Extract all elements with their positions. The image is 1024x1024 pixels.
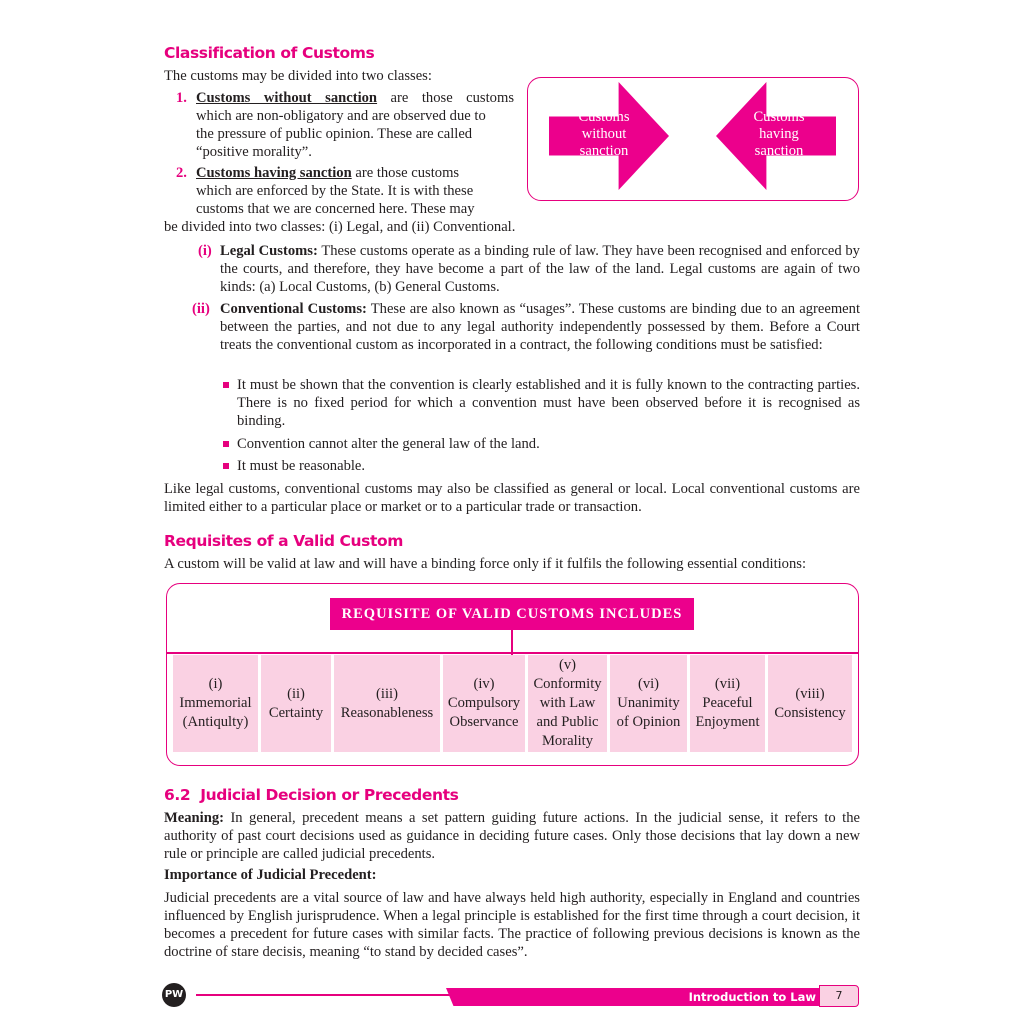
item1-line2: which are non-obligatory and are observed due to xyxy=(196,108,486,124)
importance-paragraph: Judicial precedents are a vital source of law and have always held high authority, especially in England and countries influenced by English jurisprudence. When a legal principle is established for the first time through a court decision, it becomes a precedent for future cases with similar facts. The practice of following previous decisions is known as the doctrine of stare decisis, meaning “to stand by decided cases”. xyxy=(164,890,860,960)
importance-label: Importance of Judicial Precedent: xyxy=(164,867,377,883)
item1-line1: are those customs xyxy=(377,90,514,106)
bullet-item-3: It must be reasonable. xyxy=(237,458,366,474)
bullet-square-icon xyxy=(223,441,229,447)
meaning-paragraph: Meaning: In general, precedent means a set pattern guiding future actions. In the judicial sense, it refers to the authority of past court decisions used as guidance in deciding future cases. Only those decisions that lay down a new rule or principle are called judicial precedents. xyxy=(164,810,860,862)
requisite-item-peaceful-enjoyment: (vii) Peaceful Enjoyment xyxy=(690,655,765,752)
closing-paragraph: Like legal customs, conventional customs may also be classified as general or local. Local conventional customs are limited either to a particular place or market or to a particular trade or transaction. xyxy=(164,481,860,515)
item1-line4: “positive morality”. xyxy=(196,144,312,160)
bullet-item-2: Convention cannot alter the general law of the land. xyxy=(237,436,540,452)
arrow-label-without-sanction: Customs without sanction xyxy=(578,109,630,159)
sub-marker-legal: (i) xyxy=(198,243,212,259)
footer-rule xyxy=(196,994,466,996)
requisite-item-unanimity: (vi) Unanimity of Opinion xyxy=(610,655,687,752)
term-legal-customs: Legal Customs: xyxy=(220,243,318,259)
legal-customs-paragraph: Legal Customs: These customs operate as a binding rule of law. They have been recognised and enforced by the courts, and therefore, they have become a part of the law of the land. Legal customs are again of two kinds: (a) Local Customs, (b) General Customs. xyxy=(220,243,860,295)
item2-line2: which are enforced by the State. It is with these xyxy=(196,183,474,199)
requisites-intro: A custom will be valid at law and will have a binding force only if it fulfils the following essential conditions: xyxy=(164,556,807,572)
bullet-square-icon xyxy=(223,382,229,388)
section-heading-requisites: Requisites of a Valid Custom xyxy=(164,532,403,550)
requisite-item-conformity: (v) Conformity with Law and Public Morality xyxy=(528,655,607,752)
conventional-customs-paragraph: Conventional Customs: These are also known as “usages”. These customs are binding due to an agreement between the parties, and not due to any legal authority independently possessed by them. Before a Court treats the conventional custom as incorporated in a contract, the following conditions must be satisfied: xyxy=(220,301,860,353)
term-customs-without-sanction: Customs without sanction xyxy=(196,90,378,106)
sub-marker-conventional: (ii) xyxy=(192,301,210,317)
bullet-square-icon xyxy=(223,463,229,469)
item2-line4: be divided into two classes: (i) Legal, and (ii) Conventional. xyxy=(164,219,516,235)
requisites-box-title: REQUISITE OF VALID CUSTOMS INCLUDES xyxy=(330,598,694,630)
arrow-label-having-sanction: Customs having sanction xyxy=(753,109,805,159)
requisite-item-reasonableness: (iii) Reasonableness xyxy=(334,655,440,752)
page-number: 7 xyxy=(819,985,859,1007)
section-heading-classification: Classification of Customs xyxy=(164,44,375,62)
publisher-logo-icon: PW xyxy=(162,983,186,1007)
list-item-customs-without-sanction xyxy=(196,89,514,161)
footer-chapter-title: Introduction to Law xyxy=(688,990,816,1004)
item1-line3: the pressure of public opinion. These are called xyxy=(196,126,473,142)
section-heading-judicial: 6.2 Judicial Decision or Precedents xyxy=(164,786,459,804)
connector-line xyxy=(166,652,859,654)
list-marker-1: 1. xyxy=(176,90,187,106)
requisite-item-consistency: (viii) Consistency xyxy=(768,655,852,752)
item2-line3: customs that we are concerned here. These may xyxy=(196,201,475,217)
classification-intro: The customs may be divided into two classes: xyxy=(164,68,432,84)
meaning-label: Meaning: xyxy=(164,810,224,826)
requisite-item-immemorial: (i) Immemorial (Antiqulty) xyxy=(173,655,258,752)
requisite-item-certainty: (ii) Certainty xyxy=(261,655,331,752)
term-customs-having-sanction: Customs having sanction xyxy=(196,165,352,181)
item2-line1: are those customs xyxy=(351,165,460,181)
requisite-item-compulsory-observance: (iv) Compulsory Observance xyxy=(443,655,525,752)
list-marker-2: 2. xyxy=(176,165,187,181)
bullet-item-1: It must be shown that the convention is clearly established and it is fully known to the contracting parties. There is no fixed period for which a convention must have been observed before it is recognised as binding. xyxy=(237,377,860,429)
term-conventional-customs: Conventional Customs: xyxy=(220,301,367,317)
